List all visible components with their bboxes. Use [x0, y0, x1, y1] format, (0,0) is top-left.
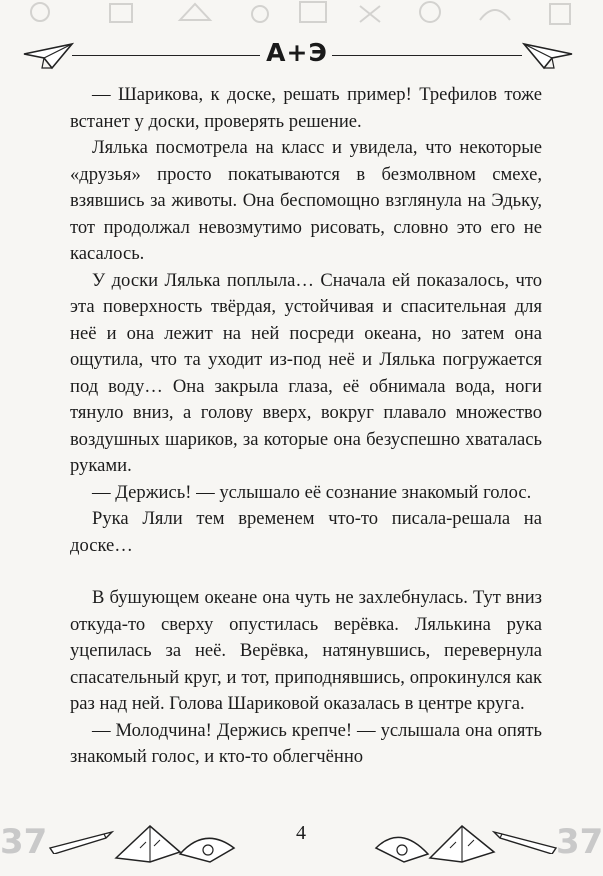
paper-plane-left-icon — [22, 40, 74, 72]
paragraph: У доски Лялька поплыла… Сначала ей показалось, что эта поверхность твёрдая, устойчивая и спасительная для неё и она лежит на ней посреди океана, но затем она ощутила, что та уходит из-под неё и Лялька погружается под воду… Она закрыла глаза, её обнимала вода, ноги тянуло вниз, а голову вверх, вокруг плавало множество воздушных шариков, за которые она безуспешно хваталась руками. — [70, 269, 542, 476]
pencil-icon — [490, 828, 560, 854]
school-supplies-right-icon — [370, 818, 500, 868]
paragraph: — Держись! — услышало её сознание знакомый голос. — [92, 481, 532, 503]
paper-plane-right-icon — [522, 40, 574, 72]
footer-doodle-left: 37 — [0, 822, 48, 862]
paragraph: Лялька посмотрела на класс и увидела, что некоторые «друзья» просто покатываются в безмолвном смехе, взявшись за животы. Она беспомощно взглянула на Эдьку, тот продолжал невозмутимо рисовать, словно это его не касалось. — [70, 137, 542, 264]
footer-doodle-right: 37 — [556, 822, 603, 862]
paragraph: В бушующем океане она чуть не захлебнулась. Тут вниз откуда-то сверху опустилась верёвка. Лялькина рука уцепилась за неё. Верёвка, натянувшись, перевернула спасательный круг, и тот, приподнявшись, опрокинулся как раз над ней. Голова Шариковой оказалась в центре круга. — [70, 587, 542, 714]
paragraph: — Молодчина! Держись крепче! — услышала она опять знакомый голос, и кто-то облегчённо — [70, 719, 542, 767]
header-rule-left — [72, 55, 260, 56]
page-number: 4 — [296, 822, 306, 844]
school-supplies-left-icon — [110, 818, 240, 868]
header-doodle-pattern — [0, 0, 603, 40]
paragraph: — Шарикова, к доске, решать пример! Трефилов тоже встанет у доски, проверять решение. — [70, 84, 542, 132]
pencil-icon — [46, 828, 116, 854]
header-rule-right — [332, 55, 522, 56]
story-text — [70, 82, 542, 771]
header-logo: A+Э — [266, 38, 328, 67]
paragraph: Рука Ляли тем временем что-то писала-решала на доске… — [70, 508, 542, 556]
